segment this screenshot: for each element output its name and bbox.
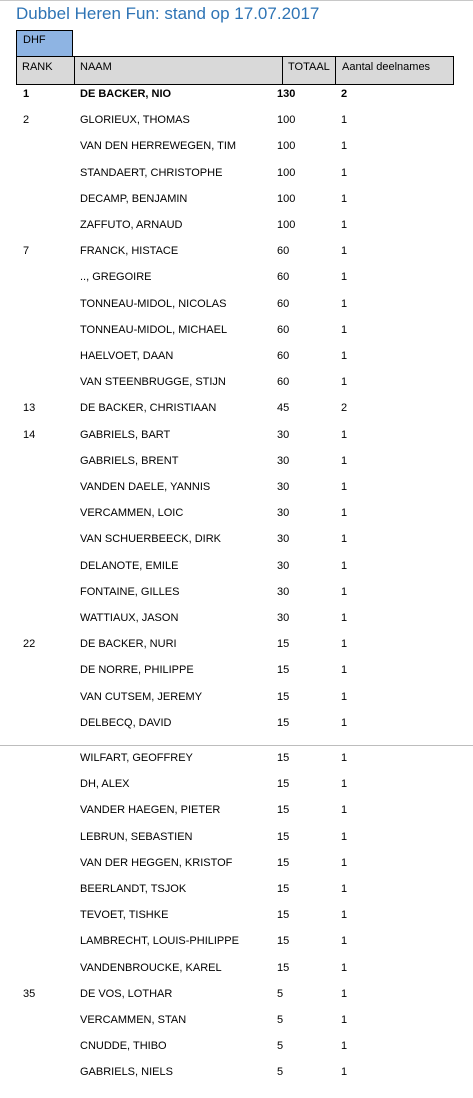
table-row xyxy=(0,140,473,160)
name-cell: HAELVOET, DAAN xyxy=(80,350,174,362)
rank-cell: 7 xyxy=(23,245,30,258)
name-cell: WATTIAUX, JASON xyxy=(80,612,179,624)
name-cell: TEVOET, TISHKE xyxy=(80,909,169,922)
participations-cell: 1 xyxy=(341,664,348,677)
participations-cell: 1 xyxy=(341,935,348,948)
table-row xyxy=(0,1014,473,1034)
participations-cell: 2 xyxy=(341,402,348,415)
participations-cell: 1 xyxy=(341,638,348,651)
table-row xyxy=(0,778,473,798)
name-cell: VAN SCHUERBEECK, DIRK xyxy=(80,533,221,546)
participations-cell: 1 xyxy=(341,804,348,817)
table-header xyxy=(16,56,454,85)
table-row xyxy=(0,114,473,134)
total-cell: 45 xyxy=(277,402,290,415)
total-cell: 5 xyxy=(277,1040,284,1053)
header-totaal: TOTAAL xyxy=(282,57,335,84)
total-cell: 100 xyxy=(277,140,296,153)
table-row xyxy=(0,560,473,580)
participations-cell: 1 xyxy=(341,883,348,895)
participations-cell: 1 xyxy=(341,481,348,493)
total-cell: 100 xyxy=(277,166,296,179)
total-cell: 60 xyxy=(277,271,290,284)
total-cell: 30 xyxy=(277,481,290,493)
page-break-divider xyxy=(0,745,473,746)
participations-cell: 1 xyxy=(341,585,348,598)
total-cell: 30 xyxy=(277,585,290,598)
total-cell: 30 xyxy=(277,612,290,624)
name-cell: VERCAMMEN, STAN xyxy=(80,1014,187,1026)
name-cell: FONTAINE, GILLES xyxy=(80,585,180,598)
table-row xyxy=(0,429,473,449)
participations-cell: 1 xyxy=(341,778,348,791)
participations-cell: 1 xyxy=(341,271,348,284)
participations-cell: 1 xyxy=(341,987,348,1000)
table-row xyxy=(0,883,473,903)
total-cell: 60 xyxy=(277,376,290,389)
table-row xyxy=(0,831,473,851)
total-cell: 60 xyxy=(277,245,290,258)
total-cell: 15 xyxy=(277,856,290,869)
participations-cell: 1 xyxy=(341,1014,348,1026)
total-cell: 15 xyxy=(277,961,290,974)
total-cell: 15 xyxy=(277,638,290,651)
name-cell: DELANOTE, EMILE xyxy=(80,559,179,572)
table-row xyxy=(0,664,473,684)
table-row xyxy=(0,962,473,982)
total-cell: 5 xyxy=(277,1014,284,1026)
name-cell: VAN DER HEGGEN, KRISTOF xyxy=(80,856,233,869)
participations-cell: 1 xyxy=(341,350,348,362)
table-row xyxy=(0,752,473,772)
table-row xyxy=(0,298,473,318)
total-cell: 15 xyxy=(277,778,290,791)
total-cell: 100 xyxy=(277,219,296,231)
header-rank: RANK xyxy=(22,61,53,73)
participations-cell: 1 xyxy=(341,114,348,127)
name-cell: GABRIELS, BART xyxy=(80,428,171,441)
name-cell: STANDAERT, CHRISTOPHE xyxy=(80,166,223,179)
name-cell: DE BACKER, CHRISTIAAN xyxy=(80,402,217,415)
participations-cell: 1 xyxy=(341,690,348,703)
table-row xyxy=(0,586,473,606)
name-cell: DE BACKER, NURI xyxy=(80,638,177,651)
total-cell: 15 xyxy=(277,716,290,729)
total-cell: 15 xyxy=(277,883,290,895)
name-cell: VERCAMMEN, LOIC xyxy=(80,507,184,520)
table-row xyxy=(0,988,473,1008)
participations-cell: 1 xyxy=(341,961,348,974)
participations-cell: 1 xyxy=(341,856,348,869)
participations-cell: 1 xyxy=(341,909,348,922)
participations-cell: 1 xyxy=(341,559,348,572)
total-cell: 30 xyxy=(277,428,290,441)
name-cell: FRANCK, HISTACE xyxy=(80,245,179,258)
table-row xyxy=(0,245,473,265)
name-cell: GLORIEUX, THOMAS xyxy=(80,114,190,127)
total-cell: 30 xyxy=(277,559,290,572)
name-cell: GABRIELS, BRENT xyxy=(80,454,179,467)
top-border-line xyxy=(0,0,473,1)
name-cell: WILFART, GEOFFREY xyxy=(80,752,193,764)
table-row xyxy=(0,507,473,527)
participations-cell: 2 xyxy=(341,88,348,100)
total-cell: 30 xyxy=(277,507,290,520)
participations-cell: 1 xyxy=(341,192,348,205)
rank-cell: 2 xyxy=(23,114,30,127)
page-title: Dubbel Heren Fun: stand op 17.07.2017 xyxy=(16,4,320,23)
participations-cell: 1 xyxy=(341,533,348,546)
participations-cell: 1 xyxy=(341,140,348,153)
table-row xyxy=(0,324,473,344)
total-cell: 60 xyxy=(277,323,290,336)
name-cell: DECAMP, BENJAMIN xyxy=(80,192,188,205)
total-cell: 30 xyxy=(277,454,290,467)
name-cell: DE VOS, LOTHAR xyxy=(80,987,173,1000)
total-cell: 100 xyxy=(277,192,296,205)
name-cell: VAN STEENBRUGGE, STIJN xyxy=(80,376,226,389)
total-cell: 15 xyxy=(277,830,290,843)
name-cell: LEBRUN, SEBASTIEN xyxy=(80,830,193,843)
name-cell: VANDER HAEGEN, PIETER xyxy=(80,804,221,817)
name-cell: LAMBRECHT, LOUIS-PHILIPPE xyxy=(80,935,239,948)
name-cell: GABRIELS, NIELS xyxy=(80,1066,173,1079)
total-cell: 15 xyxy=(277,935,290,948)
table-row xyxy=(0,1040,473,1060)
total-cell: 60 xyxy=(277,297,290,310)
table-row xyxy=(0,638,473,658)
participations-cell: 1 xyxy=(341,245,348,258)
participations-cell: 1 xyxy=(341,1040,348,1053)
name-cell: BEERLANDT, TSJOK xyxy=(80,883,187,895)
name-cell: VANDENBROUCKE, KAREL xyxy=(80,961,222,974)
total-cell: 15 xyxy=(277,690,290,703)
rank-cell: 13 xyxy=(23,402,36,415)
participations-cell: 1 xyxy=(341,323,348,336)
table-row xyxy=(0,1066,473,1086)
participations-cell: 1 xyxy=(341,830,348,843)
rank-cell: 22 xyxy=(23,638,36,651)
total-cell: 15 xyxy=(277,752,290,764)
total-cell: 15 xyxy=(277,664,290,677)
name-cell: VAN DEN HERREWEGEN, TIM xyxy=(80,140,237,153)
name-cell: ZAFFUTO, ARNAUD xyxy=(80,219,183,231)
rank-cell: 35 xyxy=(23,987,36,1000)
table-row xyxy=(0,717,473,737)
table-row xyxy=(0,271,473,291)
table-row xyxy=(0,857,473,877)
name-cell: DE NORRE, PHILIPPE xyxy=(80,664,194,677)
total-cell: 130 xyxy=(277,88,296,100)
table-row xyxy=(0,350,473,370)
participations-cell: 1 xyxy=(341,428,348,441)
category-tag: DHF xyxy=(16,30,73,57)
name-cell: TONNEAU-MIDOL, NICOLAS xyxy=(80,297,227,310)
name-cell: DE BACKER, NIO xyxy=(80,88,172,100)
table-row xyxy=(0,455,473,475)
name-cell: VAN CUTSEM, JEREMY xyxy=(80,690,203,703)
table-row xyxy=(0,804,473,824)
rank-cell: 1 xyxy=(23,88,30,100)
participations-cell: 1 xyxy=(341,752,348,764)
name-cell: CNUDDE, THIBO xyxy=(80,1040,167,1053)
table-row xyxy=(0,88,473,108)
table-row xyxy=(0,402,473,422)
table-row xyxy=(0,193,473,213)
table-row xyxy=(0,376,473,396)
total-cell: 30 xyxy=(277,533,290,546)
participations-cell: 1 xyxy=(341,376,348,389)
participations-cell: 1 xyxy=(341,454,348,467)
participations-cell: 1 xyxy=(341,716,348,729)
name-cell: VANDEN DAELE, YANNIS xyxy=(80,481,211,493)
name-cell: .., GREGOIRE xyxy=(80,271,152,284)
table-row xyxy=(0,909,473,929)
table-row xyxy=(0,167,473,187)
total-cell: 15 xyxy=(277,909,290,922)
participations-cell: 1 xyxy=(341,219,348,231)
table-row xyxy=(0,533,473,553)
total-cell: 15 xyxy=(277,804,290,817)
total-cell: 5 xyxy=(277,987,284,1000)
name-cell: DELBECQ, DAVID xyxy=(80,716,172,729)
rank-cell: 14 xyxy=(23,428,36,441)
header-naam: NAAM xyxy=(74,57,281,84)
total-cell: 5 xyxy=(277,1066,284,1079)
total-cell: 100 xyxy=(277,114,296,127)
total-cell: 60 xyxy=(277,350,290,362)
participations-cell: 1 xyxy=(341,297,348,310)
name-cell: DH, ALEX xyxy=(80,778,130,791)
participations-cell: 1 xyxy=(341,1066,348,1079)
table-row xyxy=(0,481,473,501)
table-row xyxy=(0,691,473,711)
name-cell: TONNEAU-MIDOL, MICHAEL xyxy=(80,323,228,336)
participations-cell: 1 xyxy=(341,166,348,179)
table-row xyxy=(0,935,473,955)
table-row xyxy=(0,612,473,632)
participations-cell: 1 xyxy=(341,507,348,520)
table-row xyxy=(0,219,473,239)
participations-cell: 1 xyxy=(341,612,348,624)
header-deelnames: Aantal deelnames xyxy=(335,57,453,84)
